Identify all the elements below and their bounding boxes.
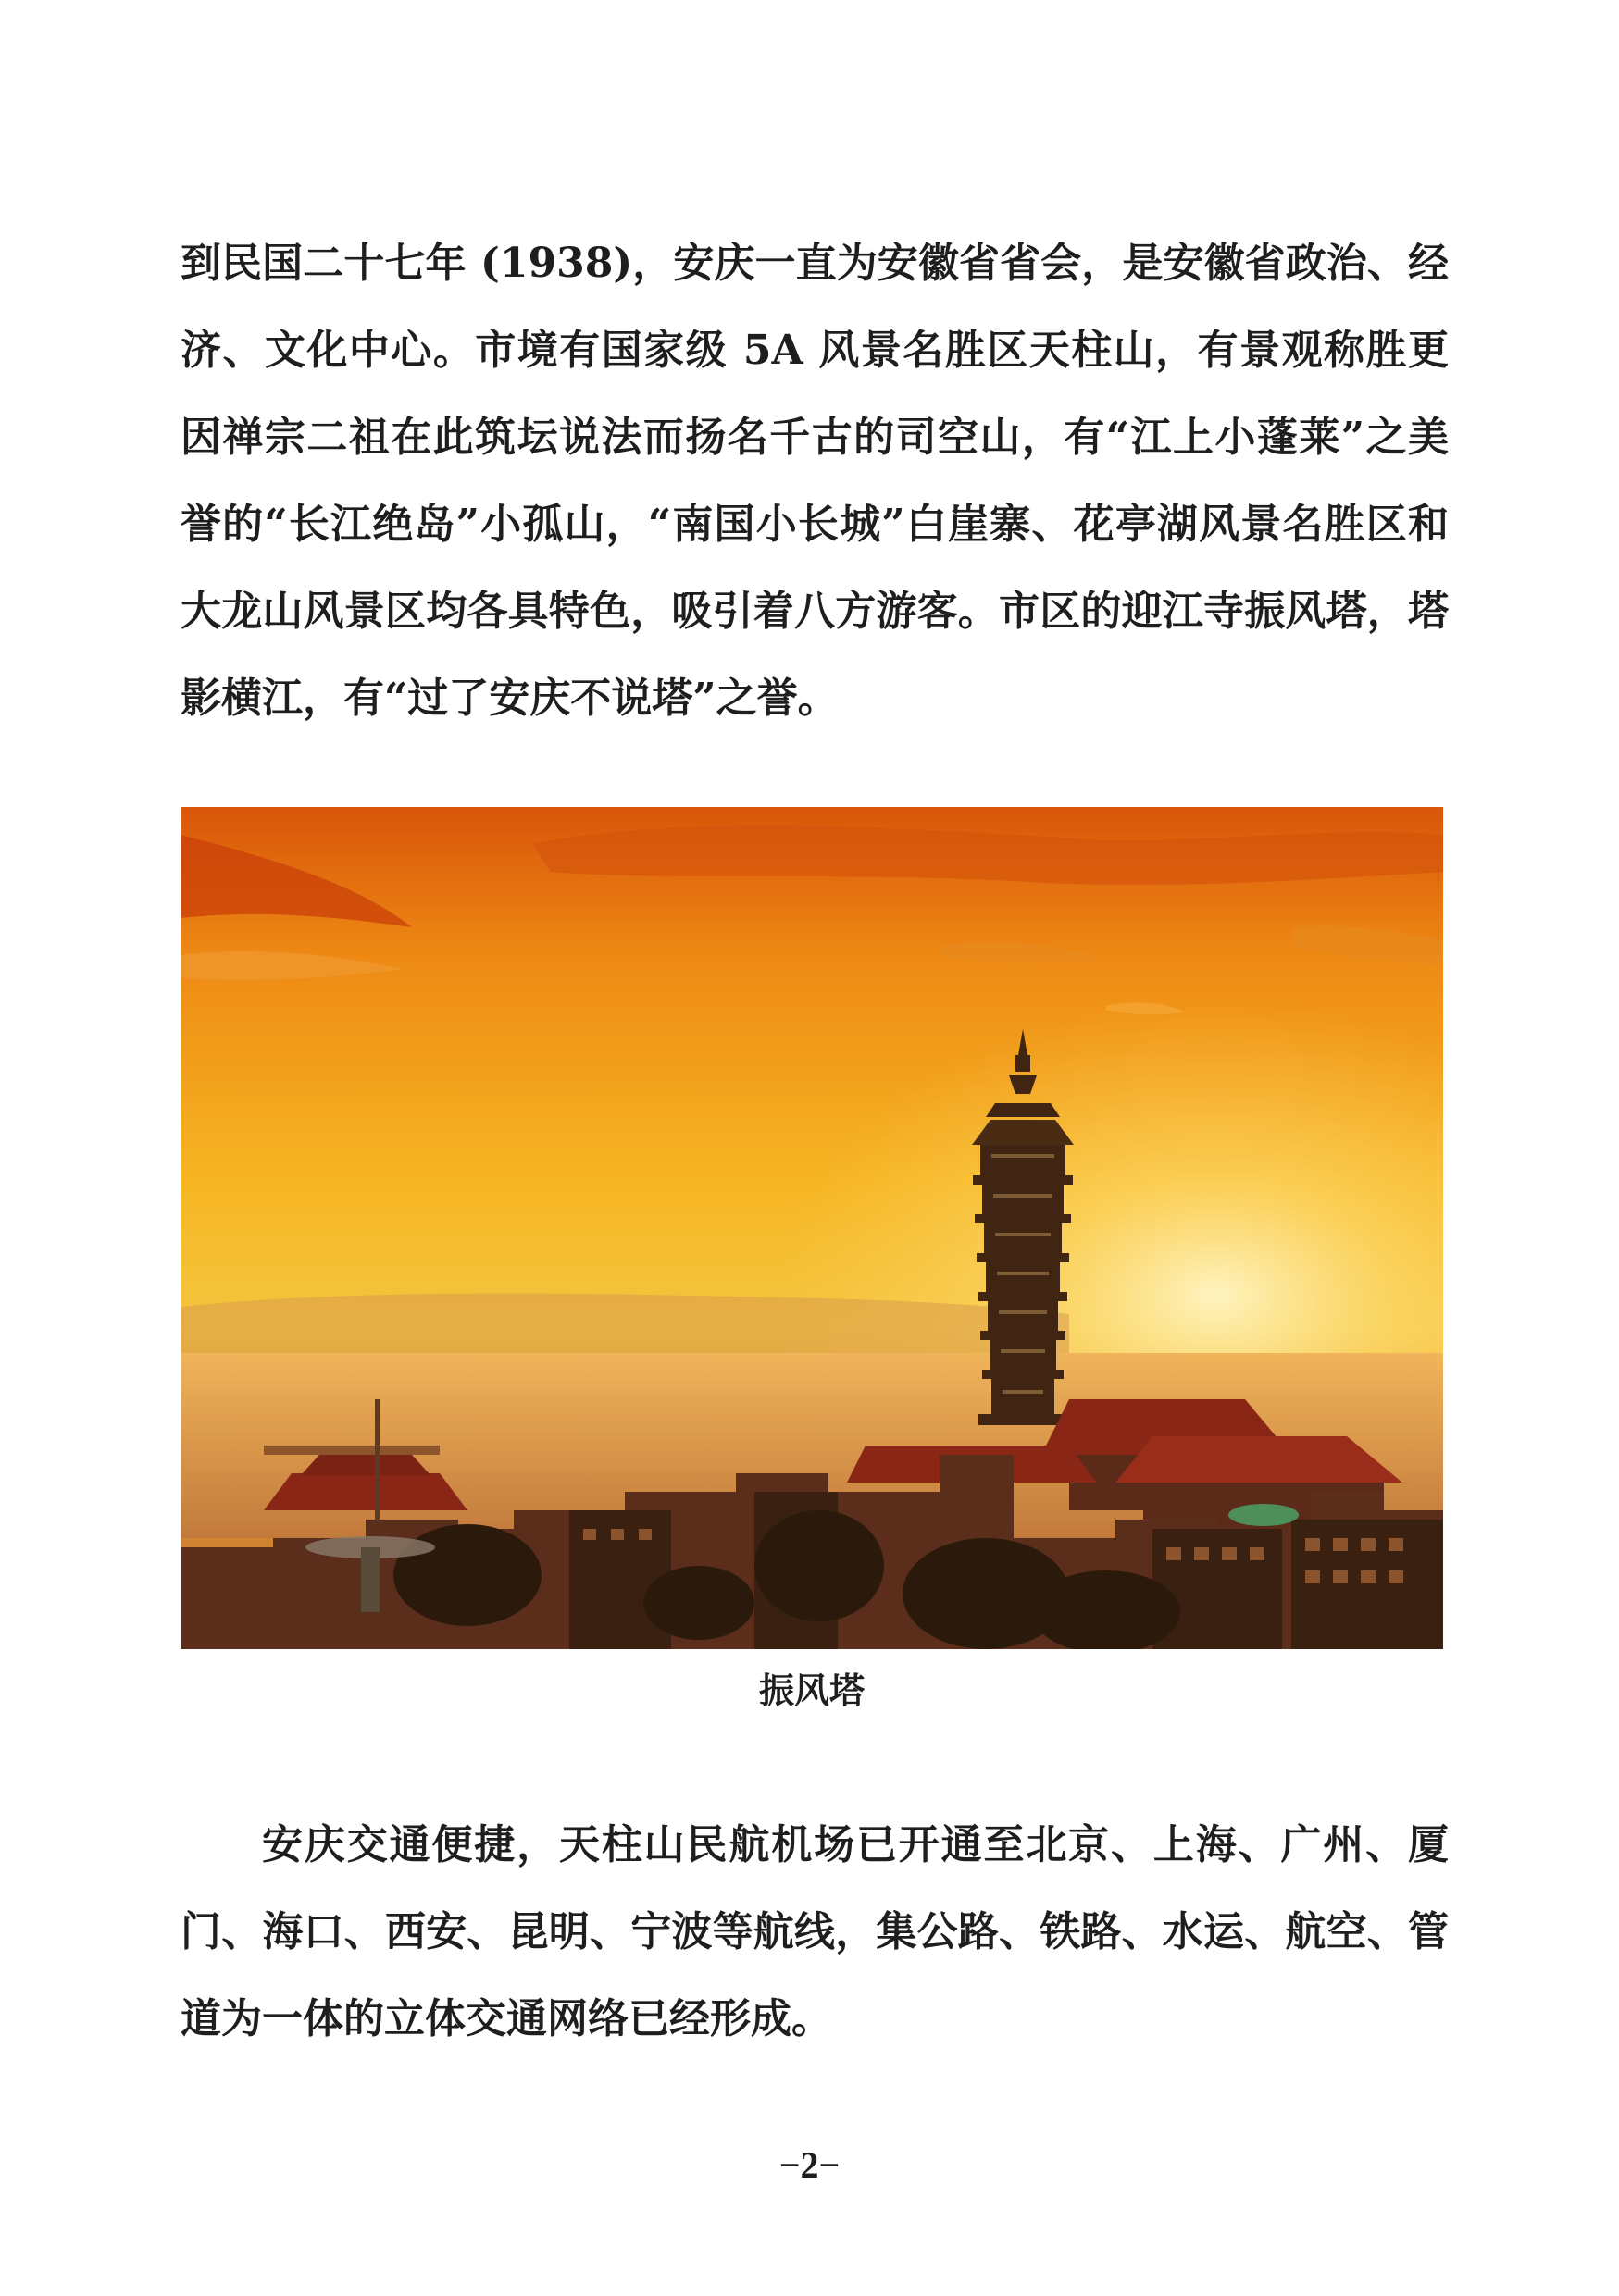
- body-paragraph-2: 安庆交通便捷，天柱山民航机场已开通至北京、上海、广州、厦门、海口、西安、昆明、宁波等航线，集公路、铁路、水运、航空、管道为一体的立体交通网络已经形成。: [181, 1821, 1449, 2042]
- body-paragraph-1: 到民国二十七年 (1938)，安庆一直为安徽省省会，是安徽省政治、经济、文化中心。市境有国家级 5A 风景名胜区天柱山，有景观称胜更因禅宗二祖在此筑坛说法而扬名千古的司空山，有“江上小蓬莱”之美誉的“长江绝岛”小孤山，“南国小长城”白崖寨、花亭湖风景名胜区和大龙山风景区均各具特色，吸引着八方游客。市区的迎江寺振风塔，塔影横江，有“过了安庆不说塔”之誉。: [181, 240, 1449, 722]
- pagoda-sunset-photo: [181, 807, 1443, 1649]
- page-number: −2−: [778, 2144, 841, 2186]
- figure-caption: 振风塔: [758, 1670, 865, 1711]
